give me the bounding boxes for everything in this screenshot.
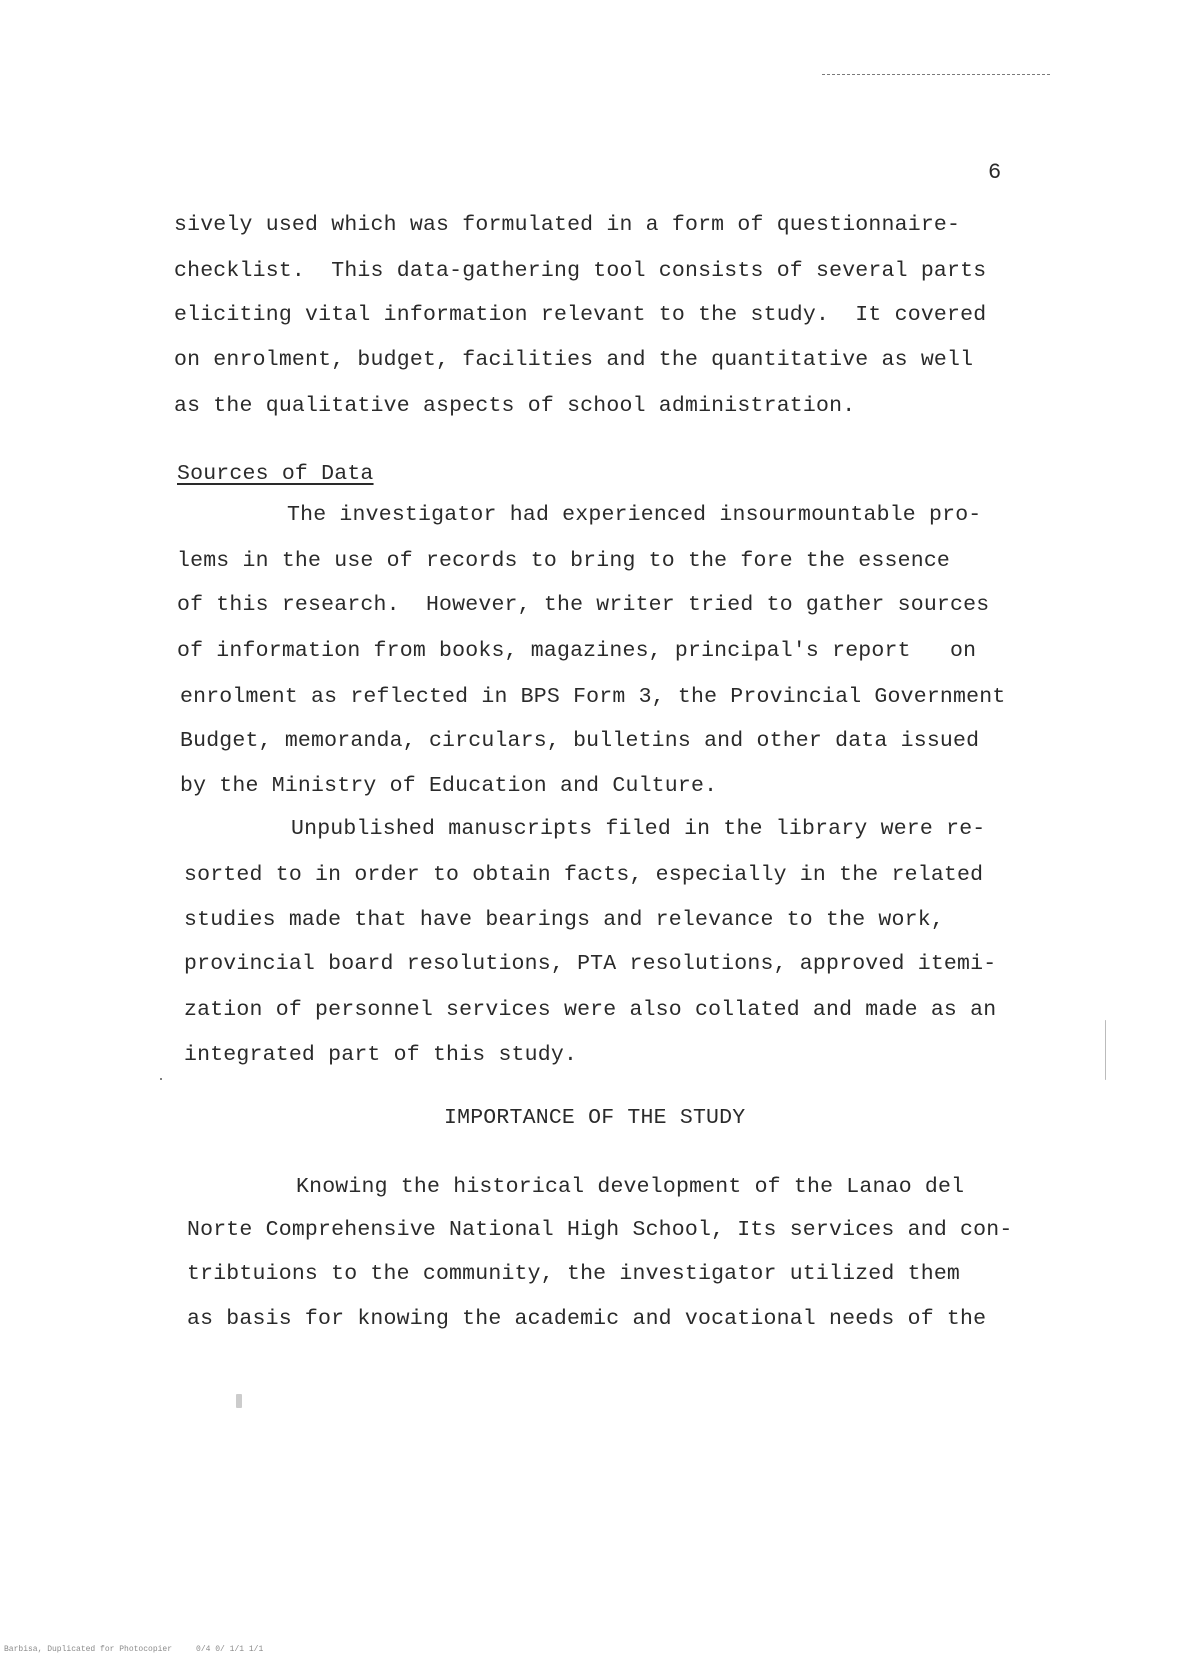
page-number: 6 (988, 160, 1002, 185)
paragraph-line: tribtuions to the community, the investigator utilized them (187, 1262, 961, 1286)
paragraph-line: zation of personnel services were also collated and made as an (184, 998, 997, 1022)
scan-footer-text: Barbisa, Duplicated for Photocopier 0/4 0/ 1/1 1/1 (4, 1645, 264, 1654)
paragraph-line: by the Ministry of Education and Culture. (180, 774, 718, 798)
paragraph-line: on enrolment, budget, facilities and the quantitative as well (174, 348, 974, 372)
paragraph-line: studies made that have bearings and relevance to the work, (184, 908, 944, 932)
paragraph-line: eliciting vital information relevant to the study. It covered (174, 303, 987, 327)
paragraph-line: sorted to in order to obtain facts, especially in the related (184, 863, 984, 887)
paragraph-line: Unpublished manuscripts filed in the library were re- (291, 817, 986, 841)
paragraph-line: provincial board resolutions, PTA resolutions, approved itemi- (184, 952, 997, 976)
scan-speck (236, 1394, 242, 1408)
paragraph-line: as the qualitative aspects of school administration. (174, 394, 856, 418)
paragraph-line: sively used which was formulated in a form of questionnaire- (174, 213, 961, 237)
scan-speck (160, 1078, 162, 1080)
paragraph-line: The investigator had experienced insourmountable pro- (287, 503, 982, 527)
paragraph-line: enrolment as reflected in BPS Form 3, the Provincial Government (180, 685, 1006, 709)
section-heading-sources: Sources of Data (177, 462, 374, 486)
paragraph-line: Knowing the historical development of the Lanao del (296, 1175, 965, 1199)
paragraph-line: checklist. This data-gathering tool consists of several parts (174, 259, 987, 283)
paragraph-line: lems in the use of records to bring to the fore the essence (177, 549, 951, 573)
paragraph-line: as basis for knowing the academic and vocational needs of the (187, 1307, 987, 1331)
paragraph-line: integrated part of this study. (184, 1043, 578, 1067)
paragraph-line: Norte Comprehensive National High School, Its services and con- (187, 1218, 1013, 1242)
paragraph-line: Budget, memoranda, circulars, bulletins and other data issued (180, 729, 980, 753)
paragraph-line: of this research. However, the writer tried to gather sources (177, 593, 990, 617)
section-heading-importance: IMPORTANCE OF THE STUDY (444, 1106, 746, 1130)
scan-speck (1105, 1020, 1106, 1080)
paragraph-line: of information from books, magazines, principal's report on (177, 639, 977, 663)
top-dashed-rule (822, 74, 1050, 75)
